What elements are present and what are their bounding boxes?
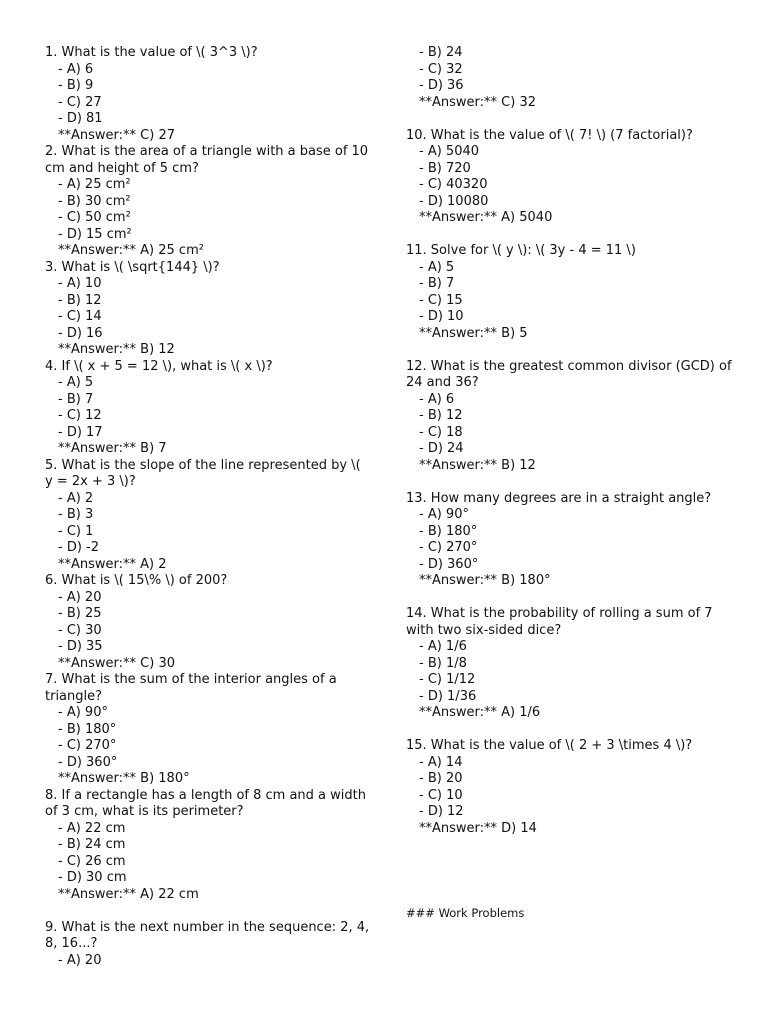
answer-key: **Answer:** B) 7 bbox=[58, 441, 167, 456]
answer-option: - B) 24 bbox=[419, 45, 463, 60]
answer-option: - D) 24 bbox=[419, 441, 464, 456]
answer-option: - C) 1 bbox=[58, 523, 94, 539]
answer-key: **Answer:** B) 12 bbox=[419, 457, 536, 473]
question-block bbox=[406, 606, 736, 722]
question-text: 15. What is the value of \( 2 + 3 \times 4 \)? bbox=[406, 738, 693, 753]
question-block bbox=[45, 359, 370, 458]
answer-option: - C) 15 bbox=[419, 292, 463, 308]
answer-option: - D) 16 bbox=[58, 325, 103, 341]
question-text: 14. What is the probability of rolling a sum of 7 with two six-sided dice? bbox=[406, 606, 713, 638]
question-text: 2. What is the area of a triangle with a base of 10 cm and height of 5 cm? bbox=[45, 144, 369, 176]
answer-key: **Answer:** A) 1/6 bbox=[419, 705, 541, 720]
question-block bbox=[406, 128, 736, 227]
question-block bbox=[45, 260, 370, 359]
answer-option: - B) 720 bbox=[419, 160, 471, 176]
question-text: 3. What is \( \sqrt{144} \)? bbox=[45, 259, 220, 275]
question-text: 11. Solve for \( y \): \( 3y - 4 = 11 \) bbox=[406, 243, 636, 258]
question-text: 8. If a rectangle has a length of 8 cm and a width of 3 cm, what is its perimeter? bbox=[45, 787, 366, 819]
answer-option: - D) 10 bbox=[419, 309, 464, 324]
answer-option: - C) 40320 bbox=[419, 177, 488, 192]
question-block bbox=[45, 458, 370, 574]
answer-option: - A) 22 cm bbox=[58, 820, 126, 836]
answer-key: **Answer:** A) 25 cm² bbox=[58, 243, 204, 258]
answer-option: - B) 180° bbox=[419, 523, 478, 539]
answer-option: - A) 25 cm² bbox=[58, 177, 131, 192]
answer-option: - B) 9 bbox=[58, 78, 94, 93]
answer-option: - B) 7 bbox=[58, 391, 94, 407]
answer-option: - B) 180° bbox=[58, 721, 117, 737]
right-column bbox=[406, 45, 736, 837]
question-text: 7. What is the sum of the interior angles of a triangle? bbox=[45, 672, 337, 704]
answer-key: **Answer:** B) 180° bbox=[419, 573, 551, 588]
answer-key: **Answer:** B) 12 bbox=[58, 342, 175, 357]
section-heading: ### Work Problems bbox=[406, 906, 525, 920]
answer-option: - D) 17 bbox=[58, 424, 103, 440]
answer-option: - C) 10 bbox=[419, 787, 463, 803]
answer-option: - D) 35 bbox=[58, 639, 103, 654]
answer-key: **Answer:** B) 180° bbox=[58, 771, 190, 786]
answer-option: - C) 27 bbox=[58, 94, 102, 110]
answer-option: - B) 12 bbox=[419, 408, 463, 423]
question-text: 13. How many degrees are in a straight angle? bbox=[406, 490, 712, 506]
answer-option: - C) 32 bbox=[419, 61, 463, 77]
answer-option: - B) 1/8 bbox=[419, 655, 467, 671]
answer-key: **Answer:** A) 22 cm bbox=[58, 886, 199, 902]
answer-option: - D) 36 bbox=[419, 78, 464, 93]
answer-option: - D) 15 cm² bbox=[58, 226, 132, 242]
answer-option: - A) 2 bbox=[58, 490, 94, 506]
answer-key: **Answer:** C) 30 bbox=[58, 655, 175, 671]
answer-option: - A) 20 bbox=[58, 952, 102, 968]
answer-option: - C) 26 cm bbox=[58, 853, 126, 869]
answer-option: - C) 270° bbox=[419, 540, 478, 555]
question-text: 9. What is the next number in the sequence: 2, 4, 8, 16...? bbox=[45, 919, 370, 951]
answer-option: - A) 6 bbox=[58, 61, 94, 77]
answer-option: - B) 20 bbox=[419, 771, 463, 786]
question-block bbox=[406, 243, 736, 342]
question-text: 10. What is the value of \( 7! \) (7 factorial)? bbox=[406, 127, 693, 143]
answer-key: **Answer:** D) 14 bbox=[419, 820, 537, 836]
answer-option: - C) 50 cm² bbox=[58, 210, 131, 225]
answer-option: - C) 12 bbox=[58, 408, 102, 423]
answer-option: - C) 14 bbox=[58, 309, 102, 324]
question-block bbox=[406, 491, 736, 590]
answer-option: - D) 1/36 bbox=[419, 688, 477, 704]
answer-option: - D) -2 bbox=[58, 540, 99, 555]
answer-option: - D) 12 bbox=[419, 804, 464, 819]
answer-key: **Answer:** C) 32 bbox=[419, 94, 536, 110]
answer-option: - A) 10 bbox=[58, 276, 102, 291]
answer-option: - D) 360° bbox=[419, 556, 479, 572]
question-block bbox=[45, 144, 370, 260]
answer-option: - C) 270° bbox=[58, 738, 117, 753]
answer-option: - A) 14 bbox=[419, 754, 463, 770]
answer-key: **Answer:** A) 5040 bbox=[419, 210, 553, 225]
answer-option: - A) 90° bbox=[58, 705, 108, 720]
answer-key: **Answer:** B) 5 bbox=[419, 325, 528, 341]
left-column bbox=[45, 45, 370, 969]
answer-option: - C) 1/12 bbox=[419, 672, 476, 687]
answer-option: - B) 25 bbox=[58, 606, 102, 621]
question-block bbox=[45, 920, 370, 970]
answer-option: - B) 30 cm² bbox=[58, 193, 131, 209]
question-block bbox=[45, 672, 370, 788]
answer-key: **Answer:** C) 27 bbox=[58, 127, 175, 143]
answer-option: - D) 10080 bbox=[419, 193, 489, 209]
answer-option: - A) 20 bbox=[58, 589, 102, 605]
question-text: 6. What is \( 15\% \) of 200? bbox=[45, 573, 228, 588]
question-block bbox=[45, 788, 370, 904]
answer-option: - A) 5 bbox=[419, 259, 455, 275]
answer-option: - D) 30 cm bbox=[58, 870, 127, 885]
question-block bbox=[45, 573, 370, 672]
answer-option: - D) 360° bbox=[58, 754, 118, 770]
answer-option: - B) 12 bbox=[58, 292, 102, 308]
question-continuation bbox=[406, 45, 736, 111]
answer-option: - B) 24 cm bbox=[58, 837, 126, 852]
question-text: 1. What is the value of \( 3^3 \)? bbox=[45, 45, 258, 60]
answer-option: - A) 6 bbox=[419, 391, 455, 407]
answer-option: - A) 5040 bbox=[419, 144, 480, 159]
answer-option: - A) 5 bbox=[58, 375, 94, 390]
question-text: 5. What is the slope of the line represented by \( y = 2x + 3 \)? bbox=[45, 457, 361, 489]
answer-option: - C) 30 bbox=[58, 622, 102, 638]
answer-option: - A) 1/6 bbox=[419, 639, 467, 654]
answer-key: **Answer:** A) 2 bbox=[58, 556, 167, 572]
answer-option: - B) 3 bbox=[58, 507, 94, 522]
question-text: 12. What is the greatest common divisor (GCD) of 24 and 36? bbox=[406, 358, 732, 390]
answer-option: - A) 90° bbox=[419, 507, 469, 522]
question-block bbox=[406, 738, 736, 837]
question-text: 4. If \( x + 5 = 12 \), what is \( x \)? bbox=[45, 358, 273, 374]
question-block bbox=[406, 359, 736, 475]
question-block bbox=[45, 45, 370, 144]
answer-option: - B) 7 bbox=[419, 276, 455, 291]
answer-option: - D) 81 bbox=[58, 111, 103, 126]
answer-option: - C) 18 bbox=[419, 424, 463, 440]
